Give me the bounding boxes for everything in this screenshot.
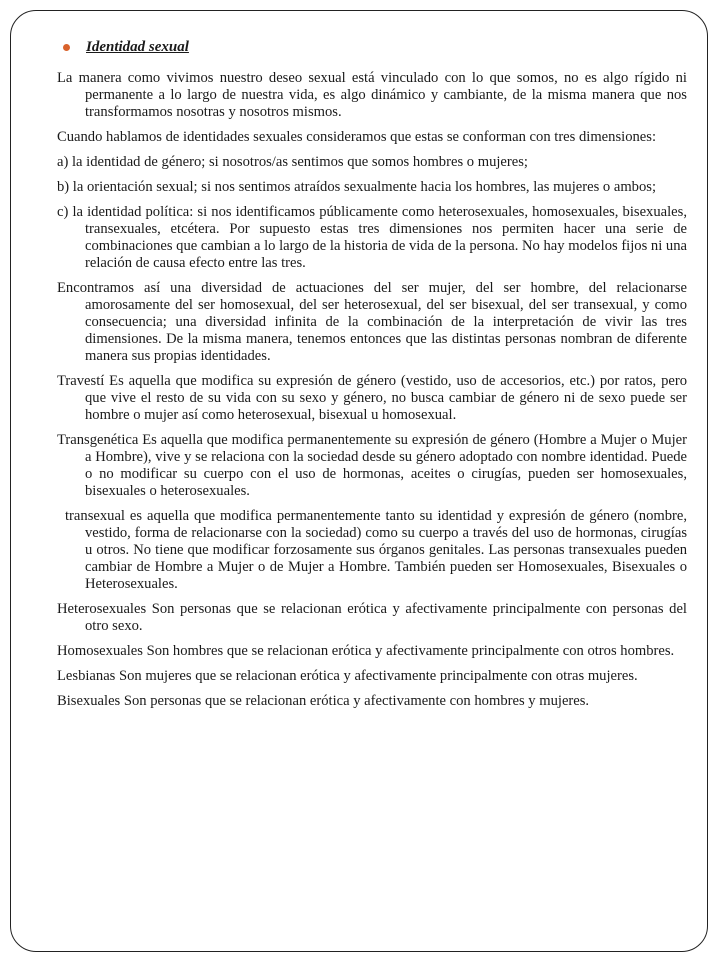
paragraph: Encontramos así una diversidad de actuaciones del ser mujer, del ser hombre, del relacionarse amorosamente del ser homosexual, del ser heterosexual, del ser bisexual, del ser transexual, y como consecuencia; una diversidad infinita de la combinación de la interpretación de vivir las tres dimensiones. De la misma manera, tenemos entonces que las distintas personas nombran de diferente manera sus propias identidades. xyxy=(57,280,687,364)
paragraph: c) la identidad política: si nos identificamos públicamente como heterosexuales, homosexuales, bisexuales, transexuales, etcétera. Por supuesto estas tres dimensiones nos permiten hacer una serie de combinaciones que cambian a lo largo de la historia de vida de la persona. No hay modelos fijos ni una relación de causa efecto entre las tres. xyxy=(57,204,687,271)
bullet-icon xyxy=(63,44,70,51)
paragraph: b) la orientación sexual; si nos sentimos atraídos sexualmente hacia los hombres, las mujeres o ambos; xyxy=(57,179,657,195)
paragraph: La manera como vivimos nuestro deseo sexual está vinculado con lo que somos, no es algo rígido ni permanente a lo largo de nuestra vida, es algo dinámico y cambiante, de la misma manera que nos transformamos nosotras y nosotros mismos. xyxy=(57,70,687,120)
paragraph: Travestí Es aquella que modifica su expresión de género (vestido, uso de accesorios, etc.) por ratos, pero que vive el resto de su vida con su sexo y género, no busca cambiar de género ni de sexo puede ser hombre o mujer así como heterosexual, bisexual u homosexual. xyxy=(57,373,687,423)
slide-content xyxy=(57,39,687,718)
paragraph: Lesbianas Son mujeres que se relacionan erótica y afectivamente principalmente con otras mujeres. xyxy=(57,668,638,684)
heading-row xyxy=(57,39,687,56)
paragraph: Bisexuales Son personas que se relacionan erótica y afectivamente con hombres y mujeres. xyxy=(57,693,590,709)
paragraph: transexual es aquella que modifica permanentemente tanto su identidad y expresión de género (nombre, vestido, forma de relacionarse con la sociedad) como su cuerpo a través del uso de hormonas, cirugías u otros. No tiene que modificar forzosamente sus órganos genitales. Las personas transexuales pueden cambiar de Hombre a Mujer o de Mujer a Hombre. También pueden ser Homosexuales, Bisexuales o Heterosexuales. xyxy=(65,508,687,592)
paragraph: a) la identidad de género; si nosotros/as sentimos que somos hombres o mujeres; xyxy=(57,154,528,170)
paragraph: Homosexuales Son hombres que se relacionan erótica y afectivamente principalmente con otros hombres. xyxy=(57,643,675,659)
paragraph: Heterosexuales Son personas que se relacionan erótica y afectivamente principalmente con personas del otro sexo. xyxy=(57,601,687,634)
section-heading: Identidad sexual xyxy=(86,39,189,55)
paragraph: Transgenética Es aquella que modifica permanentemente su expresión de género (Hombre a Mujer o Mujer a Hombre), vive y se relaciona con la sociedad desde su género adoptado con nombre identidad. Puede o no modificar su cuerpo con el uso de hormonas, aceites o cirugías, pueden ser homosexuales, bisexuales o heterosexuales. xyxy=(57,432,687,499)
slide-frame xyxy=(10,10,708,952)
paragraph: Cuando hablamos de identidades sexuales consideramos que estas se conforman con tres dimensiones: xyxy=(57,129,656,145)
